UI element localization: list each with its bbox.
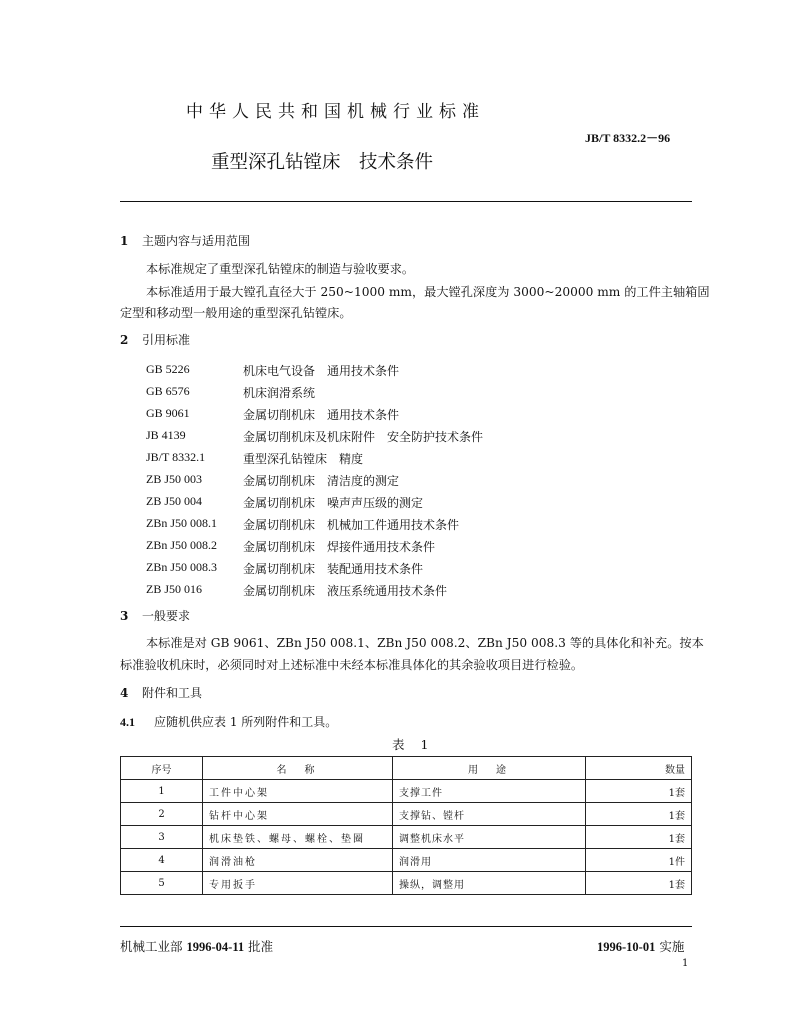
standard-type-heading: 中华人民共和国机械行业标准	[186, 102, 485, 122]
cell-qty: 1套	[586, 826, 692, 849]
cell-use: 润滑用	[393, 849, 586, 872]
table-row	[121, 849, 692, 872]
effective-word: 实施	[659, 939, 685, 954]
header-qty: 数量	[586, 757, 692, 780]
section-title: 一般要求	[142, 609, 191, 623]
ref-code: ZB J50 003	[146, 472, 203, 486]
section-1-paragraph-1: 本标准规定了重型深孔钻镗床的制造与验收要求。	[146, 262, 415, 276]
cell-name: 机床垫铁、螺母、螺栓、垫圈	[203, 826, 393, 849]
table-row	[121, 826, 692, 849]
ref-code: ZB J50 004	[146, 494, 203, 508]
cell-name: 工件中心架	[203, 780, 393, 803]
ref-title: 金属切削机床 液压系统通用技术条件	[243, 584, 448, 598]
section-title: 引用标准	[142, 333, 191, 347]
ref-title: 金属切削机床 装配通用技术条件	[243, 562, 424, 576]
ref-title: 机床电气设备 通用技术条件	[243, 364, 400, 378]
approval-word: 批准	[248, 939, 274, 954]
cell-use: 操纵，调整用	[393, 872, 586, 895]
header-use: 用 途	[393, 757, 586, 780]
ref-code: GB 9061	[146, 406, 190, 420]
cell-qty: 1套	[586, 803, 692, 826]
ref-code: JB/T 8332.1	[146, 450, 206, 464]
ref-code: ZBn J50 008.1	[146, 516, 218, 530]
cell-no: 1	[121, 780, 203, 803]
section-3-paragraph-1: 本标准是对 GB 9061、ZBn J50 008.1、ZBn J50 008.2、ZBn J50 008.3 等的具体化和补充。按本	[146, 636, 704, 650]
cell-no: 3	[121, 826, 203, 849]
page-number: 1	[682, 958, 689, 969]
section-title: 附件和工具	[142, 686, 203, 700]
cell-name: 钻杆中心架	[203, 803, 393, 826]
ref-code: ZB J50 016	[146, 582, 203, 596]
section-2-heading	[120, 331, 190, 348]
section-1-paragraph-2-cont: 定型和移动型一般用途的重型深孔钻镗床。	[120, 306, 352, 320]
ref-title: 机床润滑系统	[243, 386, 316, 400]
cell-use: 调整机床水平	[393, 826, 586, 849]
cell-qty: 1件	[586, 849, 692, 872]
cell-no: 4	[121, 849, 203, 872]
cell-name: 专用扳手	[203, 872, 393, 895]
section-1-paragraph-2: 本标准适用于最大镗孔直径大于 250~1000 mm，最大镗孔深度为 3000~20000 mm 的工件主轴箱固	[146, 285, 710, 299]
cell-qty: 1套	[586, 872, 692, 895]
cell-use: 支撑钻、镗杆	[393, 803, 586, 826]
approval-line	[120, 937, 273, 955]
ref-title: 重型深孔钻镗床 精度	[243, 452, 364, 466]
section-title: 主题内容与适用范围	[142, 234, 251, 248]
table-row	[121, 780, 692, 803]
document-title: 重型深孔钻镗床 技术条件	[211, 152, 434, 173]
header-divider	[120, 201, 692, 202]
section-3-paragraph-1-cont: 标准验收机床时，必须同时对上述标准中未经本标准具体化的其余验收项目进行检验。	[120, 658, 584, 672]
section-4-heading	[120, 684, 202, 701]
cell-name: 润滑油枪	[203, 849, 393, 872]
table-row	[121, 803, 692, 826]
ref-code: GB 5226	[146, 362, 190, 376]
section-number: 4	[120, 686, 129, 700]
ref-title: 金属切削机床及机床附件 安全防护技术条件	[243, 430, 484, 444]
ref-title: 金属切削机床 机械加工件通用技术条件	[243, 518, 460, 532]
ref-code: ZBn J50 008.2	[146, 538, 218, 552]
ref-title: 金属切削机床 噪声声压级的测定	[243, 496, 424, 510]
section-number: 2	[120, 333, 129, 347]
ref-title: 金属切削机床 通用技术条件	[243, 408, 400, 422]
effective-date: 1996-10-01	[597, 940, 656, 954]
header-name: 名 称	[203, 757, 393, 780]
table-header-row	[121, 757, 692, 780]
section-number: 1	[120, 234, 129, 248]
cell-no: 2	[121, 803, 203, 826]
cell-qty: 1套	[586, 780, 692, 803]
ref-code: GB 6576	[146, 384, 190, 398]
approval-date: 1996-04-11	[186, 940, 245, 954]
cell-no: 5	[121, 872, 203, 895]
subsection-4-1	[120, 713, 337, 730]
table-caption: 表 1	[392, 737, 435, 752]
ref-title: 金属切削机床 焊接件通用技术条件	[243, 540, 436, 554]
footer-divider	[120, 926, 692, 927]
subsection-text: 应随机供应表 1 所列附件和工具。	[154, 715, 338, 729]
section-3-heading	[120, 607, 190, 624]
accessories-table	[120, 756, 692, 895]
cell-use: 支撑工件	[393, 780, 586, 803]
effective-line	[597, 937, 684, 955]
ref-code: ZBn J50 008.3	[146, 560, 218, 574]
subsection-number: 4.1	[120, 715, 135, 729]
section-number: 3	[120, 609, 129, 623]
standard-number: JB/T 8332.2－96	[585, 131, 671, 145]
section-1-heading	[120, 232, 250, 249]
table-row	[121, 872, 692, 895]
ref-code: JB 4139	[146, 428, 186, 442]
ref-title: 金属切削机床 清洁度的测定	[243, 474, 400, 488]
header-no: 序号	[121, 757, 203, 780]
approval-org: 机械工业部	[120, 939, 183, 954]
